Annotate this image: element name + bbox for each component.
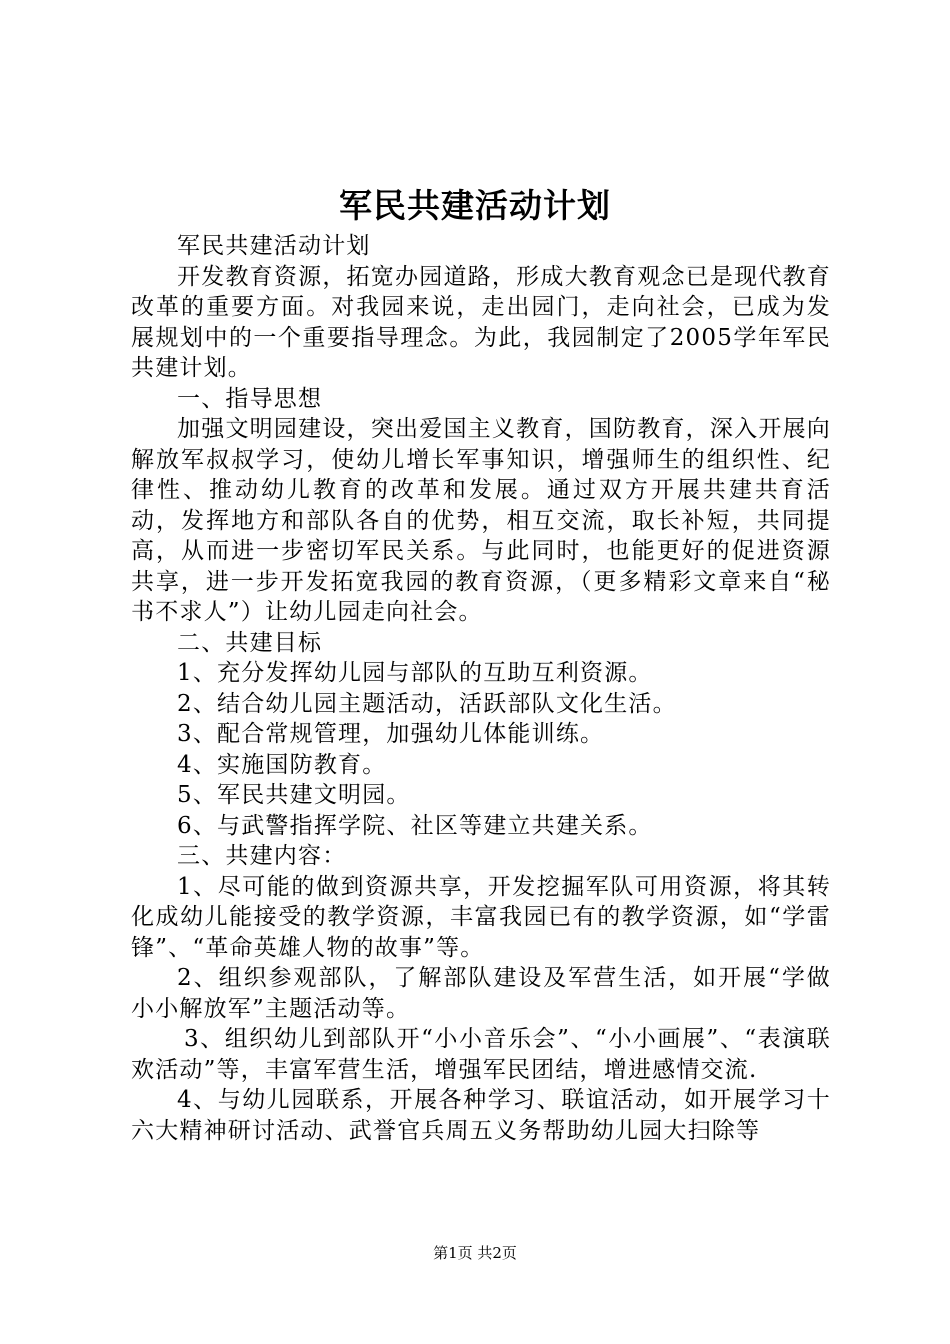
document-title: 军民共建活动计划 — [339, 186, 611, 225]
list-item-content-3: 3、组织幼儿到部队开“小小音乐会”、“小小画展”、“表演联欢活动”等，丰富军营生活，增强军民团结，增进感情交流. — [131, 1026, 831, 1083]
list-item-goal-6: 6、与武警指挥学院、社区等建立共建关系。 — [177, 812, 653, 839]
paragraph-intro: 开发教育资源，拓宽办园道路，形成大教育观念已是现代教育改革的重要方面。对我园来说，走出园门，走向社会，已成为发展规划中的一个重要指导理念。为此，我园制定了2005学年军民共建计划。 — [131, 263, 831, 381]
list-item-goal-1: 1、充分发挥幼儿园与部队的互助互利资源。 — [177, 660, 653, 686]
page-footer: 第1页 共2页 — [433, 1244, 517, 1262]
section-heading-content: 三、共建内容： — [177, 843, 347, 869]
section-heading-goals: 二、共建目标 — [177, 629, 323, 656]
list-item-content-1: 1、尽可能的做到资源共享，开发挖掘军队可用资源，将其转化成幼儿能接受的教学资源，丰富我园已有的教学资源，如“学雷锋”、“革命英雄人物的故事”等。 — [131, 873, 831, 961]
paragraph-guiding-idea: 加强文明园建设，突出爱国主义教育，国防教育，深入开展向解放军叔叔学习，使幼儿增长军事知识，增强师生的组织性、纪律性、推动幼儿教育的改革和发展。通过双方开展共建共育活动，发挥地方和部队各自的优势，相互交流，取长补短，共同提高，从而进一步密切军民关系。与此同时，也能更好的促进资源共享，进一步开发拓宽我园的教育资源，（更多精彩文章来自“秘书不求人”）让幼儿园走向社会。 — [131, 416, 831, 625]
list-item-goal-2: 2、结合幼儿园主题活动，活跃部队文化生活。 — [177, 690, 677, 717]
list-item-goal-5: 5、军民共建文明园。 — [177, 782, 411, 808]
document-body — [131, 231, 831, 1146]
section-heading-guiding-idea: 一、指导思想 — [177, 385, 323, 412]
paragraph-subtitle: 军民共建活动计划 — [177, 233, 371, 259]
list-item-goal-3: 3、配合常规管理，加强幼儿体能训练。 — [177, 721, 605, 747]
list-item-goal-4: 4、实施国防教育。 — [177, 751, 387, 778]
list-item-content-2: 2、组织参观部队，了解部队建设及军营生活，如开展“学做小小解放军”主题活动等。 — [131, 965, 831, 1022]
list-item-content-4: 4、与幼儿园联系，开展各种学习、联谊活动，如开展学习十六大精神研讨活动、武誉官兵周五义务帮助幼儿园大扫除等 — [131, 1087, 831, 1144]
